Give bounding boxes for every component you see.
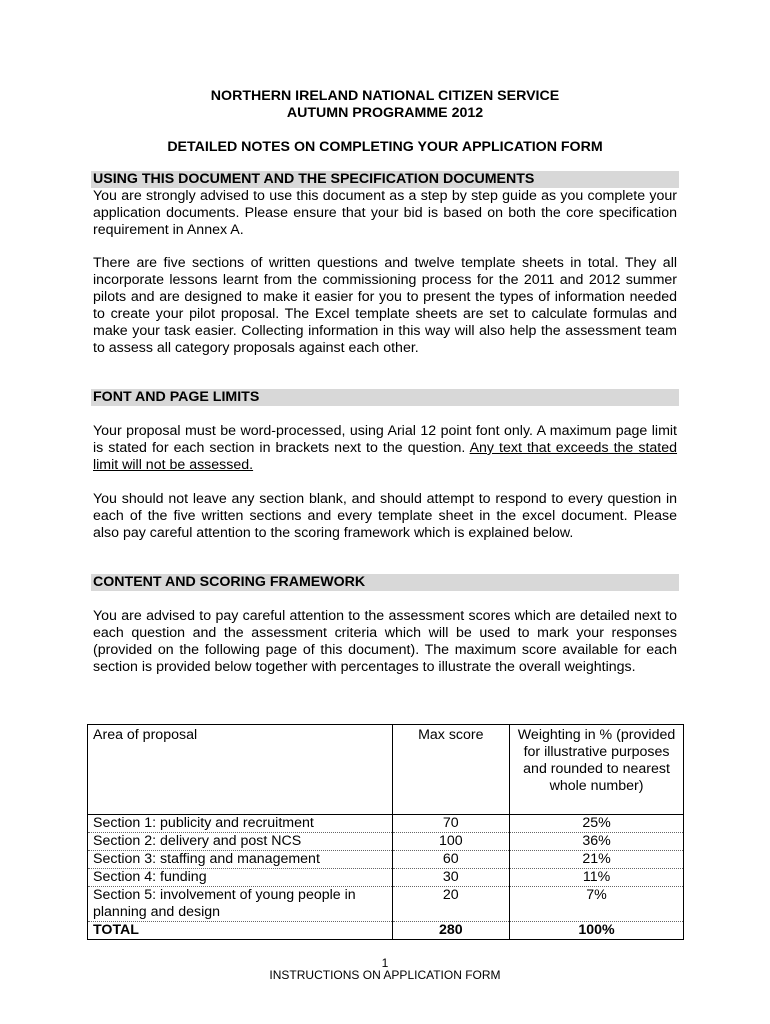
- table-row: [88, 815, 684, 833]
- table-cell-area: Section 1: publicity and recruitment: [88, 815, 393, 833]
- page-number: 1: [381, 956, 389, 970]
- paragraph-using-1: You are strongly advised to use this document as a step by step guide as you complete your application documents. Please ensure that your bid is based on both the core specification requirement in Annex A.: [93, 188, 677, 238]
- paragraph-scoring: You are advised to pay careful attention to the assessment scores which are detailed next to each question and the assessment criteria which will be used to mark your responses (provided on the following page of this document). The maximum score available for each section is provided below together with percentages to illustrate the overall weightings.: [93, 608, 677, 675]
- table-row: [88, 851, 684, 869]
- table-header-row: [88, 725, 684, 815]
- table-cell-area: Section 3: staffing and management: [88, 851, 393, 869]
- table-cell-score: 70: [392, 815, 509, 833]
- table-row: [88, 869, 684, 887]
- table-total-label: TOTAL: [88, 922, 393, 940]
- table-header-score: Max score: [392, 725, 509, 815]
- table-cell-area: Section 4: funding: [88, 869, 393, 887]
- table-header-area: Area of proposal: [88, 725, 393, 815]
- page-footer: INSTRUCTIONS ON APPLICATION FORM: [269, 968, 501, 982]
- paragraph-font-1-underlined: Any text that exceeds the stated limit will not be assessed.: [93, 440, 678, 473]
- table-cell-score: 60: [392, 851, 509, 869]
- section-heading-using-document: USING THIS DOCUMENT AND THE SPECIFICATION DOCUMENTS: [91, 171, 679, 188]
- table-cell-score: 20: [392, 887, 509, 922]
- document-title: NORTHERN IRELAND NATIONAL CITIZEN SERVICE: [210, 88, 560, 104]
- table-cell-weight: 21%: [510, 851, 684, 869]
- table-cell-weight: 7%: [510, 887, 684, 922]
- table-total-score: 280: [392, 922, 509, 940]
- scoring-table: [87, 724, 684, 940]
- paragraph-font-1-text: Your proposal must be word-processed, using Arial 12 point font only. A maximum page limit is stated for each section in brackets next to the question.: [93, 423, 677, 456]
- paragraph-font-1: [93, 423, 677, 474]
- document-subtitle: AUTUMN PROGRAMME 2012: [286, 105, 484, 121]
- table-cell-weight: 11%: [510, 869, 684, 887]
- table-row: [88, 833, 684, 851]
- section-heading-scoring: CONTENT AND SCORING FRAMEWORK: [91, 574, 679, 591]
- paragraph-font-2: You should not leave any section blank, and should attempt to respond to every question in each of the five written sections and every template sheet in the excel document. Please also pay careful attention to the scoring framework which is explained below.: [93, 491, 677, 541]
- table-cell-area: Section 5: involvement of young people in planning and design: [88, 887, 393, 922]
- table-cell-weight: 36%: [510, 833, 684, 851]
- table-cell-score: 100: [392, 833, 509, 851]
- table-cell-area: Section 2: delivery and post NCS: [88, 833, 393, 851]
- table-cell-weight: 25%: [510, 815, 684, 833]
- table-total-weight: 100%: [510, 922, 684, 940]
- paragraph-using-2: There are five sections of written questions and twelve template sheets in total. They all incorporate lessons learnt from the commissioning process for the 2011 and 2012 summer pilots and are designed to make it easier for you to present the types of information needed to create your pilot proposal. The Excel template sheets are set to calculate formulas and make your task easier. Collecting information in this way will also help the assessment team to assess all category proposals against each other.: [93, 255, 677, 356]
- table-total-row: [88, 922, 684, 940]
- table-cell-score: 30: [392, 869, 509, 887]
- document-heading: DETAILED NOTES ON COMPLETING YOUR APPLICATION FORM: [167, 139, 603, 155]
- table-row: [88, 887, 684, 922]
- section-heading-font-limits: FONT AND PAGE LIMITS: [91, 389, 679, 406]
- table-header-weighting: Weighting in % (provided for illustrative purposes and rounded to nearest whole number): [510, 725, 684, 815]
